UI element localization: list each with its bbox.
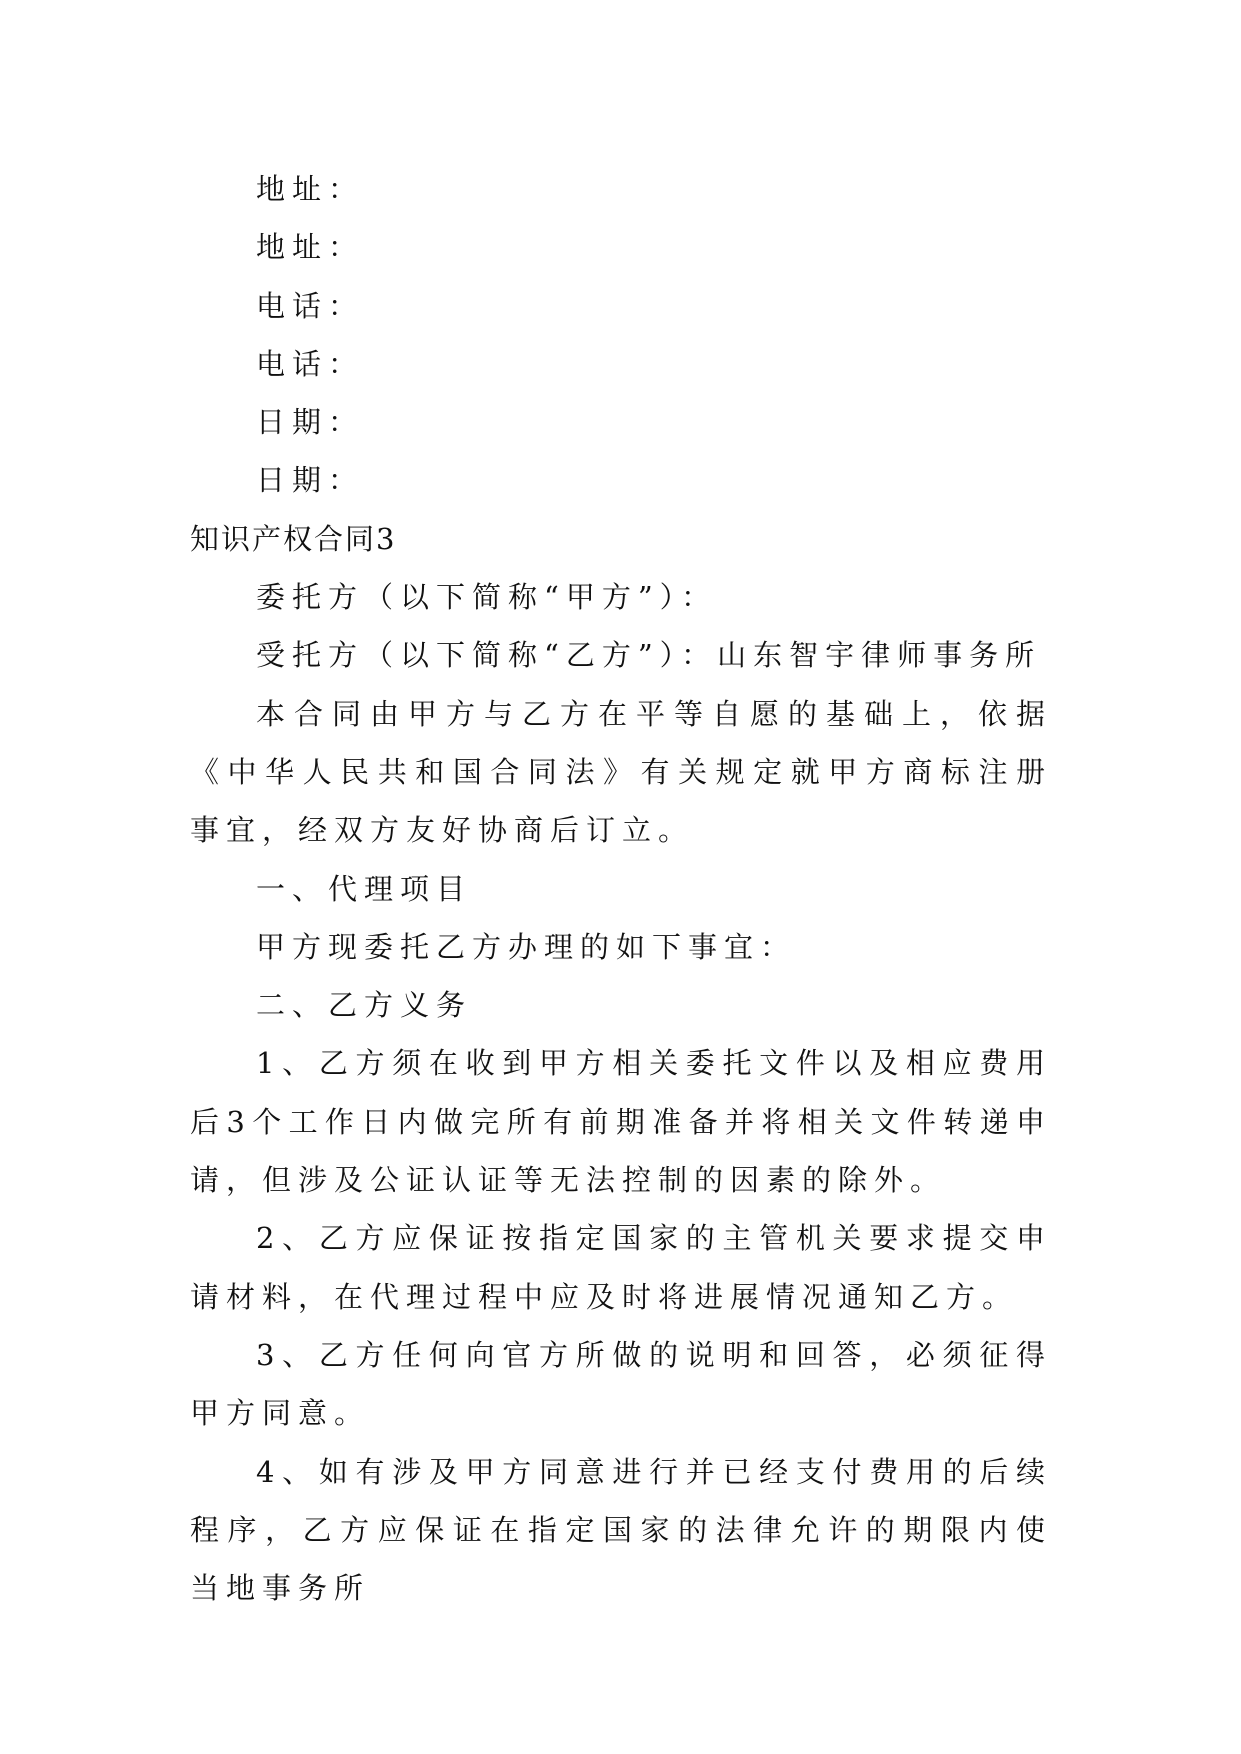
- client-party-line: 委托方（以下简称“甲方”）：: [256, 580, 718, 615]
- section-1-heading: 一、代理项目: [256, 871, 473, 906]
- clause-4-paragraph: 4、如有涉及甲方同意进行并已经支付费用的后续程序，乙方应保证在指定国家的法律允许的期限内使当地事务所: [190, 1454, 1052, 1606]
- address-label-2: 地址：: [256, 230, 365, 265]
- clause-3-paragraph: 3、乙方任何向官方所做的说明和回答，必须征得甲方同意。: [190, 1337, 1052, 1431]
- contract-title: 知识产权合同3: [190, 521, 397, 556]
- section-1-text: 甲方现委托乙方办理的如下事宜：: [256, 929, 797, 964]
- phone-label-2: 电话：: [256, 346, 365, 381]
- phone-label-1: 电话：: [256, 288, 365, 323]
- preamble-paragraph: 本合同由甲方与乙方在平等自愿的基础上，依据《中华人民共和国合同法》有关规定就甲方商标注册事宜，经双方友好协商后订立。: [190, 696, 1052, 848]
- clause-2-paragraph: 2、乙方应保证按指定国家的主管机关要求提交申请材料，在代理过程中应及时将进展情况通知乙方。: [190, 1221, 1052, 1314]
- agent-party-line: 受托方（以下简称“乙方”）：山东智宇律师事务所: [256, 638, 1042, 673]
- date-label-2: 日期：: [256, 463, 365, 498]
- date-label-1: 日期：: [256, 405, 365, 440]
- document-body: [190, 160, 1052, 1617]
- address-label-1: 地址：: [256, 172, 365, 206]
- clause-1-paragraph: 1、乙方须在收到甲方相关委托文件以及相应费用后3个工作日内做完所有前期准备并将相关文件转递申请，但涉及公证认证等无法控制的因素的除外。: [190, 1046, 1052, 1198]
- section-2-heading: 二、乙方义务: [256, 988, 473, 1023]
